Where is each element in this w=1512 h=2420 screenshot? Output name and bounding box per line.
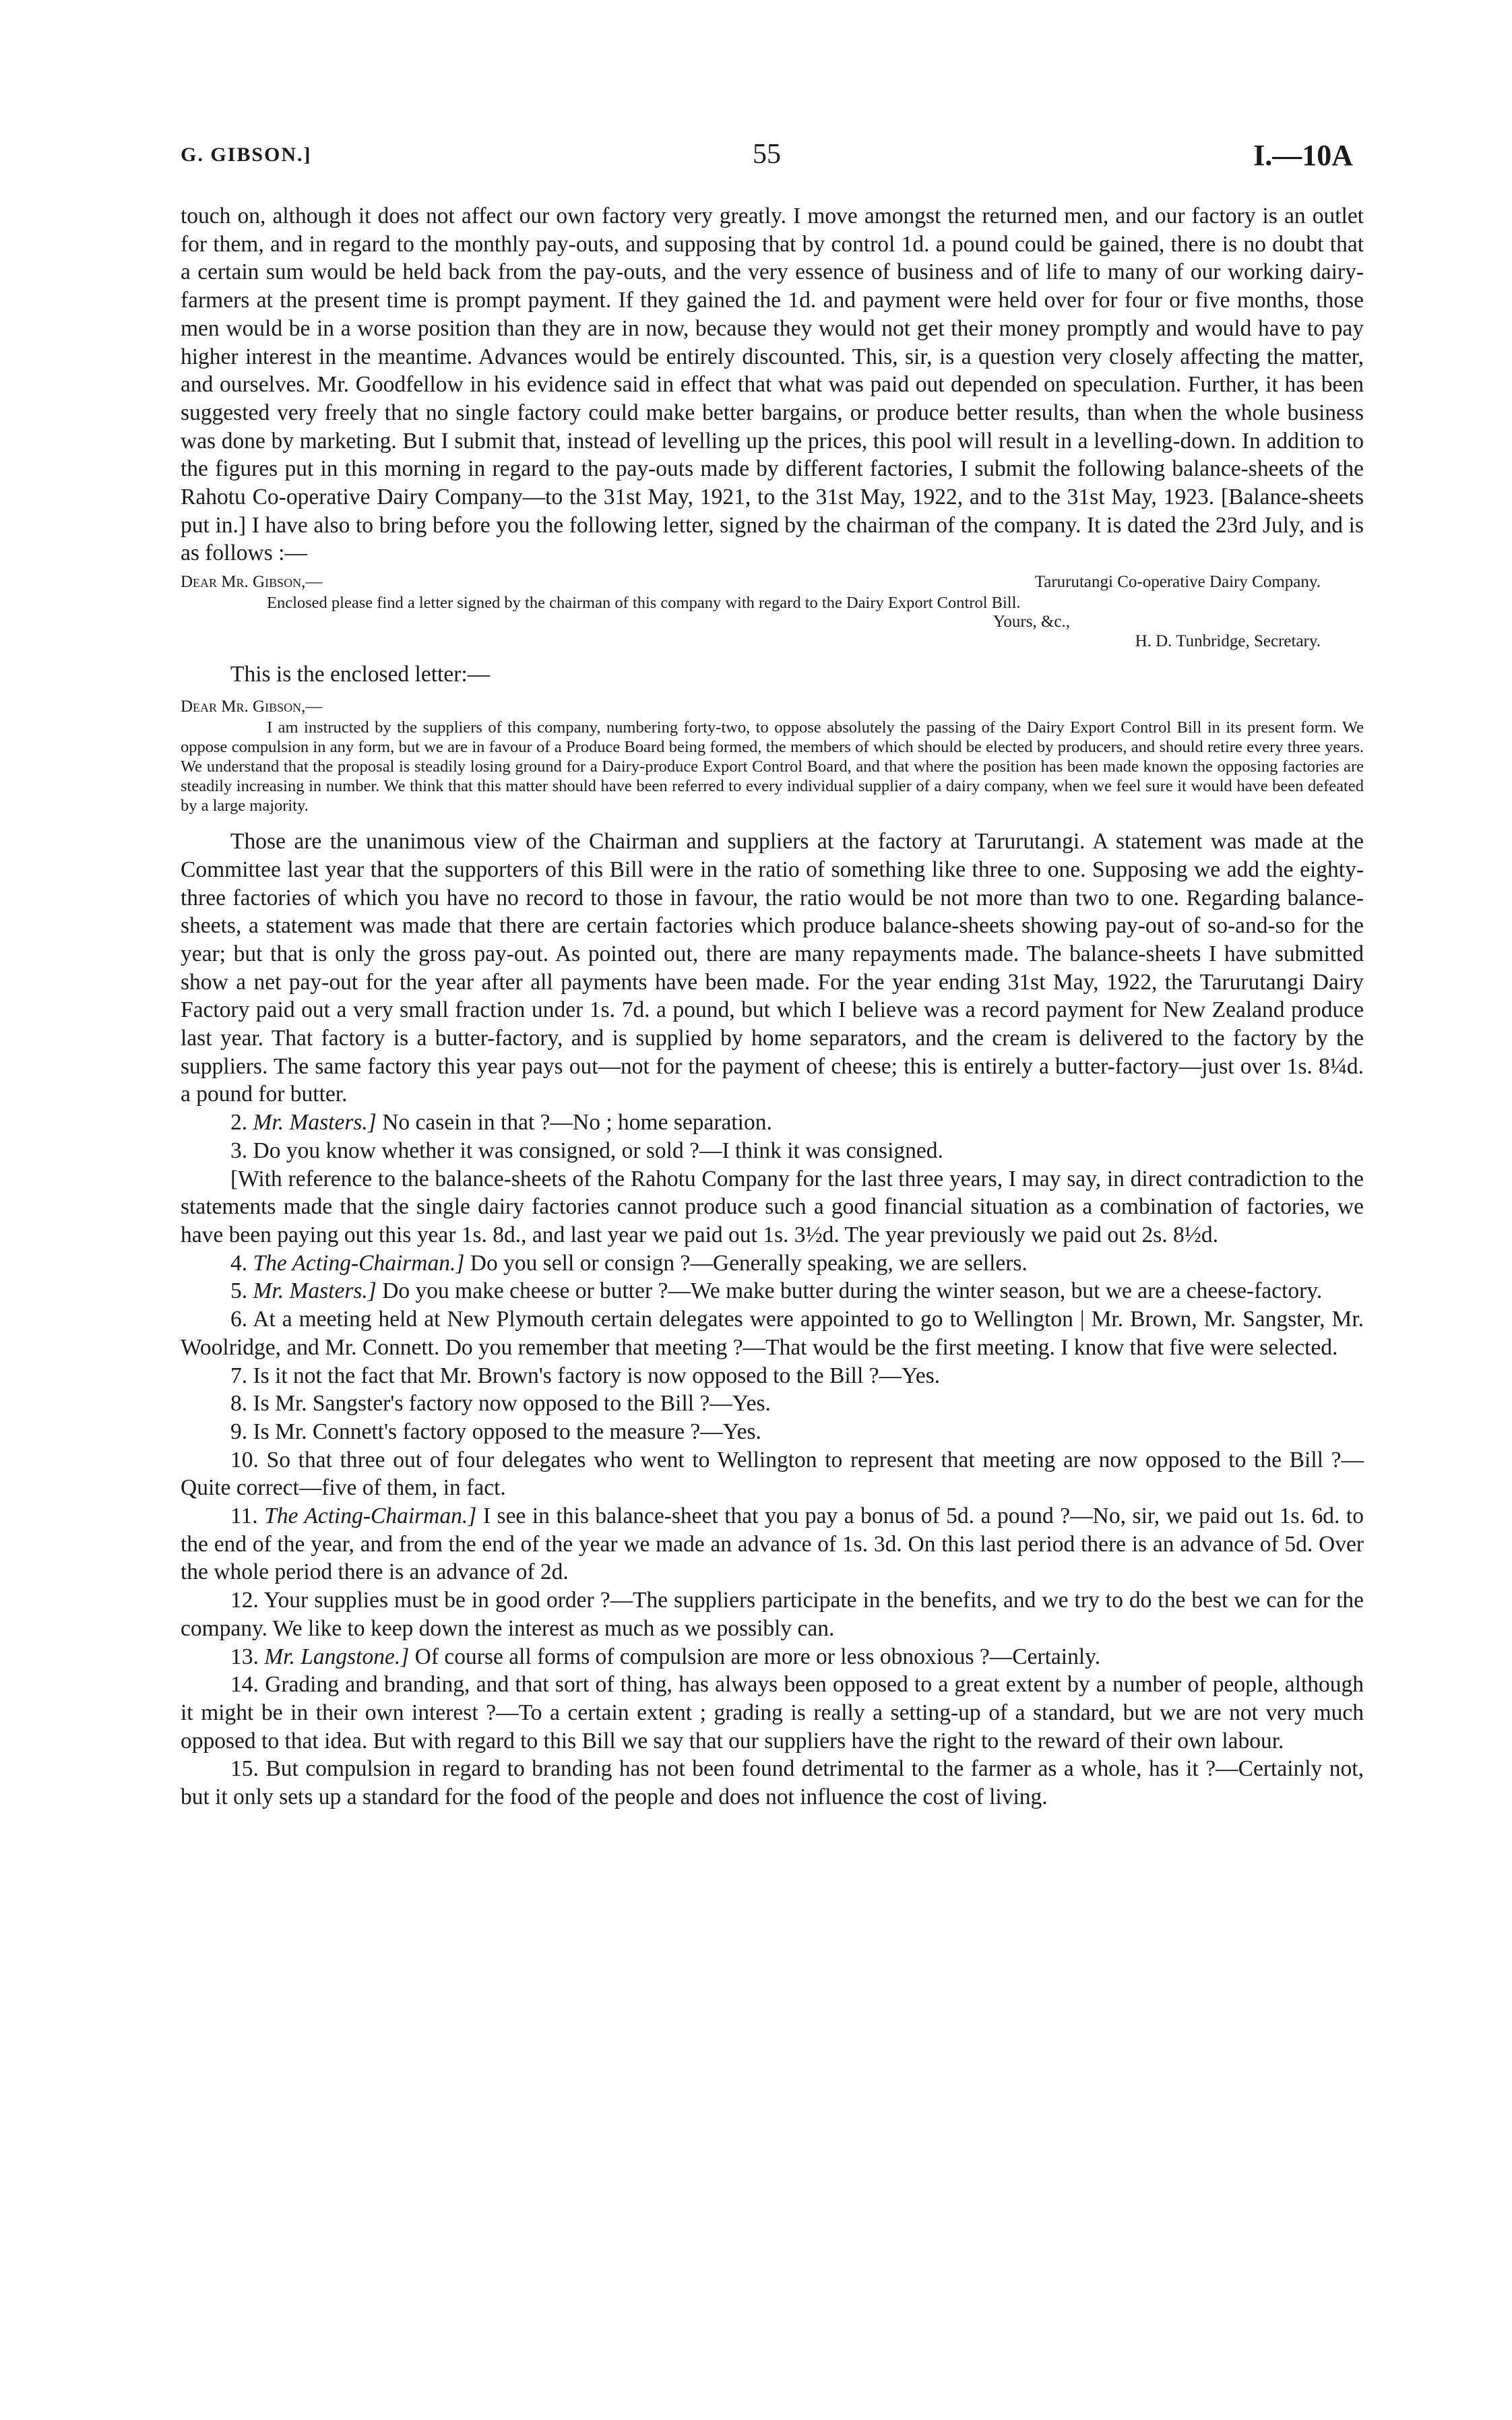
question-4 [181,1249,1364,1278]
question-text: At a meeting held at New Plymouth certain delegates were appointed to go to Wellington | Mr. Brown, Mr. Sangster, Mr. Woolridge, and Mr. Connett. Do you remember that meeting ?—That would be the first meeting. I know that five were selected. [181,1307,1364,1360]
question-13 [181,1643,1364,1671]
question-9 [181,1418,1364,1446]
question-number: 7. [230,1363,248,1388]
question-10 [181,1446,1364,1502]
letter-1-signature: H. D. Tunbridge, Secretary. [1135,632,1321,651]
letter-1-company: Tarurutangi Co-operative Dairy Company. [1034,573,1321,592]
question-text: Do you know whether it was consigned, or sold ?—I think it was consigned. [253,1138,943,1163]
enclosed-letter-intro: This is the enclosed letter:— [230,662,491,687]
header-paper-reference: I.—10A [1253,139,1353,172]
question-text: Do you make cheese or butter ?—We make butter during the winter season, but we are a cheese-factory. [376,1278,1323,1304]
witness-statement [181,1165,1364,1249]
speaker-label: The Acting-Chairman.] [253,1250,465,1276]
question-6 [181,1305,1364,1361]
page-header [181,138,1353,179]
question-3 [181,1137,1364,1165]
question-11 [181,1502,1364,1586]
question-text: I see in this balance-sheet that you pay a bonus of 5d. a pound ?—No, sir, we paid out 1s. 6d. to the end of the year, and from the end of the year we made an advance of 1s. 3d. On this last period there is an advance of 5d. Over the whole period there is an advance of 2d. [181,1503,1364,1585]
letter-1-body: Enclosed please find a letter signed by the chairman of this company with regard to the Dairy Export Control Bill. [267,594,1021,613]
question-text: Grading and branding, and that sort of thing, has always been opposed to a great extent by a number of people, although it might be in their own interest ?—To a certain extent ; grading is really a setting-up of a standard, but we are not very much opposed to that idea. But with regard to this Bill we say that our suppliers have the right to the reward of their own labour. [181,1672,1364,1754]
header-witness-name: G. GIBSON.] [181,144,312,166]
letter-1-signature-line [181,632,1364,652]
speaker-label: Mr. Masters.] [253,1110,377,1136]
question-text: Is Mr. Sangster's factory now opposed to the Bill ?—Yes. [253,1391,771,1417]
question-number: 15. [230,1756,259,1782]
letter-2-salutation: Dear Mr. Gibson,— [181,697,323,716]
question-number: 13. [230,1644,259,1669]
letter-1-heading [181,573,1364,593]
question-number: 4. [230,1250,248,1276]
letter-2-body: I am instructed by the suppliers of this company, numbering forty-two, to oppose absolutely the passing of the Dairy Export Control Bill in its present form. We oppose compulsion in any form, but we are in favour of a Produce Board being formed, the members of which should be elected by producers, and should retire every three years. We understand that the proposal is steadily losing ground for a Dairy-produce Export Control Board, and that where the position has been made known the opposing factories are steadily increasing in number. We think that this matter should have been referred to every individual supplier of a dairy company, when we feel sure it would have been defeated by a large majority. [181,718,1364,815]
question-text: No casein in that ?—No ; home separation. [376,1110,772,1136]
question-text: Your supplies must be in good order ?—The suppliers participate in the benefits, and we try to do the best we can for the company. We like to keep down the interest as much as we possibly can. [181,1588,1364,1641]
question-2 [181,1109,1364,1137]
letter-1-salutation: Dear Mr. Gibson,— [181,573,323,592]
question-number: 6. [230,1307,248,1332]
main-paragraph: Those are the unanimous view of the Chairman and suppliers at the factory at Tarurutangi. A statement was made at the Committee last year that the supporters of this Bill were in the ratio of something like three to one. Supposing we add the eighty-three factories of which you have no record to those in favour, the ratio would be not more than two to one. Regarding balance-sheets, a statement was made that there are certain factories which produce balance-sheets showing pay-out of so-and-so for the year; but that is only the gross pay-out. As pointed out, there are many repayments made. The balance-sheets I have submitted show a net pay-out for the year after all payments have been made. For the year ending 31st May, 1922, the Tarurutangi Dairy Factory paid out a very small fraction under 1s. 7d. a pound, but which I believe was a record payment for New Zealand produce last year. That factory is a butter-factory, and is supplied by home separators, and the cream is delivered to the factory by the suppliers. The same factory this year pays out—not for the payment of cheese; this is entirely a butter-factory—just over 1s. 8¼d. a pound for butter. [181,829,1364,1107]
question-number: 11. [230,1503,258,1529]
question-number: 14. [230,1672,259,1698]
question-5 [181,1277,1364,1305]
page-number: 55 [753,139,781,170]
question-14 [181,1671,1364,1755]
speaker-label: Mr. Masters.] [253,1278,377,1304]
question-text: Of course all forms of compulsion are more or less obnoxious ?—Certainly. [409,1644,1101,1669]
question-number: 3. [230,1138,248,1163]
question-number: 8. [230,1391,248,1417]
question-number: 5. [230,1278,248,1304]
question-text: But compulsion in regard to branding has not been found detrimental to the farmer as a whole, has it ?—Certainly not, but it only sets up a standard for the food of the people and does not influence the cost of living. [181,1756,1364,1810]
question-text: So that three out of four delegates who went to Wellington to represent that meeting are now opposed to the Bill ?—Quite correct—five of them, in fact. [181,1447,1364,1501]
question-text: Is it not the fact that Mr. Brown's factory is now opposed to the Bill ?—Yes. [253,1363,941,1388]
question-15 [181,1755,1364,1811]
speaker-label: The Acting-Chairman.] [264,1503,477,1529]
letter-1-closing: Yours, &c., [993,613,1070,631]
question-number: 12. [230,1588,259,1613]
question-number: 2. [230,1110,248,1136]
letter-1-closing-line [181,613,1364,632]
question-8 [181,1390,1364,1418]
page-body [181,202,1364,1811]
question-list [181,1109,1364,1811]
question-number: 10. [230,1447,259,1472]
question-12 [181,1586,1364,1642]
speaker-label: Mr. Langstone.] [264,1644,410,1669]
intro-paragraph: touch on, although it does not affect our own factory very greatly. I move amongst the returned men, and our factory is an outlet for them, and in regard to the monthly pay-outs, and supposing that by control 1d. a pound could be gained, there is no doubt that a certain sum would be held back from the pay-outs, and the very essence of business and of life to many of our working dairy-farmers at the present time is prompt payment. If they gained the 1d. and payment were held over for four or five months, those men would be in a worse position than they are in now, because they would not get their money promptly and would have to pay higher interest in the meantime. Advances would be entirely discounted. This, sir, is a question very closely affecting the matter, and ourselves. Mr. Goodfellow in his evidence said in effect that what was paid out depended on speculation. Further, it has been suggested very freely that no single factory could make better bargains, or produce better results, than when the whole business was done by marketing. But I submit that, instead of levelling up the prices, this pool will result in a levelling-down. In addition to the figures put in this morning in regard to the pay-outs made by different factories, I submit the following balance-sheets of the Rahotu Co-operative Dairy Company—to the 31st May, 1921, to the 31st May, 1922, and to the 31st May, 1923. [Balance-sheets put in.] I have also to bring before you the following letter, signed by the chairman of the company. It is dated the 23rd July, and is as follows :— [181,204,1364,566]
question-text: Do you sell or consign ?—Generally speaking, we are sellers. [464,1250,1028,1276]
question-text: Is Mr. Connett's factory opposed to the measure ?—Yes. [253,1419,761,1444]
question-number: 9. [230,1419,248,1444]
statement-text: [With reference to the balance-sheets of the Rahotu Company for the last three years, I may say, in direct contradiction to the statements made that the single dairy factories cannot produce such a good financial situation as a combination of factories, we have been paying out this year 1s. 8d., and last year we paid out 1s. 3½d. The year previously we paid out 2s. 8½d. [181,1166,1364,1247]
question-7 [181,1362,1364,1390]
